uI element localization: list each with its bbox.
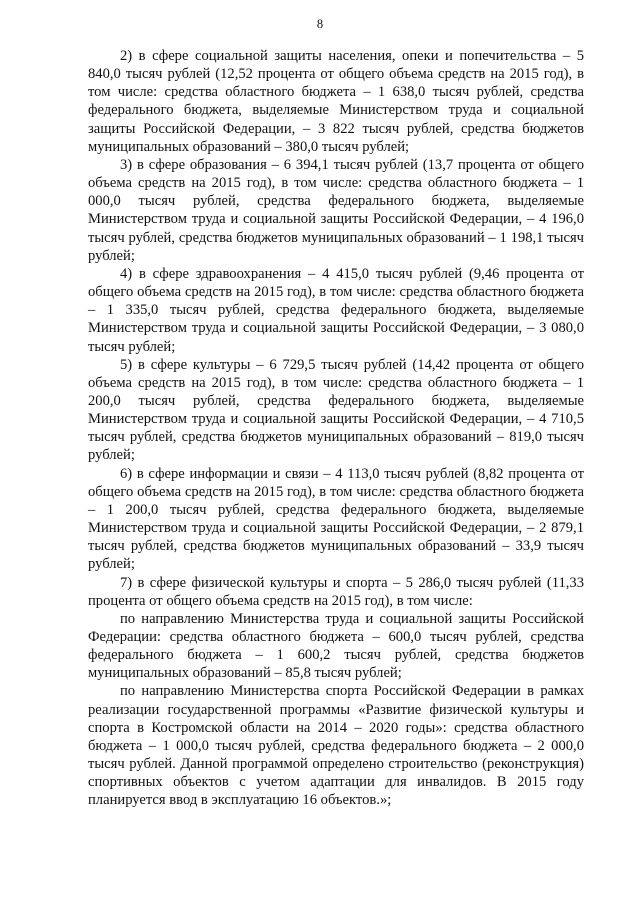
page-number: 8 — [316, 17, 324, 31]
paragraph-sport-labor-ministry: по направлению Министерства труда и социальной защиты Российской Федерации: средства областного бюджета – 600,0 тысяч рублей, средства федерального бюджета – 1 600,2 тысяч рублей, средства бюджетов муниципальных образований – 85,8 тысяч рублей; — [88, 610, 584, 682]
paragraph-culture: 5) в сфере культуры – 6 729,5 тысяч рублей (14,42 процента от общего объема средств на 2015 год), в том числе: средства областного бюджета – 1 200,0 тысяч рублей, средства федерального бюджета, выделяемые Министерством труда и социальной защиты Российской Федерации, – 4 710,5 тысяч рублей, средства бюджетов муниципальных образований – 819,0 тысяч рублей; — [88, 356, 584, 464]
document-body — [88, 47, 584, 810]
paragraph-education: 3) в сфере образования – 6 394,1 тысяч рублей (13,7 процента от общего объема средств на 2015 год), в том числе: средства областного бюджета – 1 000,0 тысяч рублей, средства федерального бюджета, выделяемые Министерством труда и социальной защиты Российской Федерации, – 4 196,0 тысяч рублей, средства бюджетов муниципальных образований – 1 198,1 тысяч рублей; — [88, 156, 584, 264]
paragraph-sport-ministry: по направлению Министерства спорта Российской Федерации в рамках реализации государственной программы «Развитие физической культуры и спорта в Костромской области на 2014 – 2020 годы»: средства областного бюджета – 1 000,0 тысяч рублей, средства федерального бюджета – 2 000,0 тысяч рублей. Данной программой определено строительство (реконструкция) спортивных объектов с учетом адаптации для инвалидов. В 2015 году планируется ввод в эксплуатацию 16 объектов.»; — [88, 683, 584, 809]
paragraph-information-communication: 6) в сфере информации и связи – 4 113,0 тысяч рублей (8,82 процента от общего объема средств на 2015 год), в том числе: средства областного бюджета – 1 200,0 тысяч рублей, средства федерального бюджета, выделяемые Министерством труда и социальной защиты Российской Федерации, – 2 879,1 тысяч рублей, средства бюджетов муниципальных образований – 33,9 тысяч рублей; — [88, 465, 584, 573]
paragraph-social-protection: 2) в сфере социальной защиты населения, опеки и попечительства – 5 840,0 тысяч рублей (12,52 процента от общего объема средств на 2015 год), в том числе: средства областного бюджета – 1 638,0 тысяч рублей, средства федерального бюджета, выделяемые Министерством труда и социальной защиты Российской Федерации, – 3 822 тысяч рублей, средства бюджетов муниципальных образований – 380,0 тысяч рублей; — [88, 48, 584, 155]
paragraph-healthcare: 4) в сфере здравоохранения – 4 415,0 тысяч рублей (9,46 процента от общего объема средств на 2015 год), в том числе: средства областного бюджета – 1 335,0 тысяч рублей, средства федерального бюджета, выделяемые Министерством труда и социальной защиты Российской Федерации, – 3 080,0 тысяч рублей; — [88, 265, 584, 355]
paragraph-sport: 7) в сфере физической культуры и спорта – 5 286,0 тысяч рублей (11,33 процента от общего объема средств на 2015 год), в том числе: — [88, 574, 584, 609]
